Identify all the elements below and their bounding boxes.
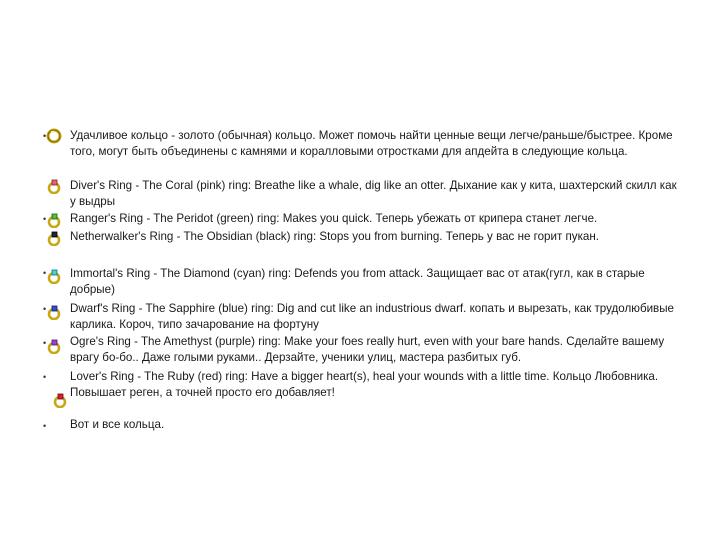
luck-ring-icon	[46, 128, 62, 144]
sapphire-ring-icon	[46, 304, 62, 320]
diamond-ring-icon	[46, 268, 62, 284]
bullet: •	[43, 131, 47, 141]
list-item-text: Ogre's Ring - The Amethyst (purple) ring: Make your foes really hurt, even with your bare hands. Сделайте вашему врагу бо-бо.. Даже голыми руками.. Дерзайте, ученики улиц, мастера разбитых губ.	[70, 335, 665, 364]
peridot-ring-icon	[46, 212, 62, 228]
coral-ring-icon	[46, 178, 62, 194]
bullet: •	[43, 268, 47, 278]
amethyst-ring-icon	[46, 338, 62, 354]
bullet: •	[43, 338, 47, 348]
list-item-text: Удачливое кольцо - золото (обычная) кольцо. Может помочь найти ценные вещи легче/раньше/быстрее. Кроме того, могут быть объединены с камнями и коралловыми отростками для апдейта в следующие кольца.	[70, 129, 673, 158]
list-item-text: Immortal's Ring - The Diamond (cyan) ring: Defends you from attack. Защищает вас от атак(гугл, как в старые добрые)	[70, 267, 645, 296]
list-item-text: Вот и все кольца.	[70, 418, 165, 431]
ruby-ring-icon	[52, 392, 68, 408]
list-item-text: Lover's Ring - The Ruby (red) ring: Have a bigger heart(s), heal your wounds with a little time. Кольцо Любовника. Повышает реген, а точней просто его добавляет!	[70, 370, 659, 399]
bullet: •	[43, 304, 47, 314]
list-item-text: Netherwalker's Ring - The Obsidian (black) ring: Stops you from burning. Теперь у вас не горит пукан.	[70, 230, 599, 243]
bullet: •	[43, 372, 47, 382]
list-item-text: Dwarf's Ring - The Sapphire (blue) ring: Dig and cut like an industrious dwarf. копать и вырезать, как трудолюбивые карлика. Короч, типо зачарование на фортуну	[70, 302, 675, 331]
list-item-text: Ranger's Ring - The Peridot (green) ring: Makes you quick. Теперь убежать от крипера станет легче.	[70, 212, 598, 225]
bullet: •	[43, 214, 47, 224]
bullet: •	[43, 421, 47, 431]
list-item-text: Diver's Ring - The Coral (pink) ring: Breathe like a whale, dig like an otter. Дыхание как у кита, шахтерский скилл как у выдры	[70, 179, 677, 208]
obsidian-ring-icon	[46, 230, 62, 246]
